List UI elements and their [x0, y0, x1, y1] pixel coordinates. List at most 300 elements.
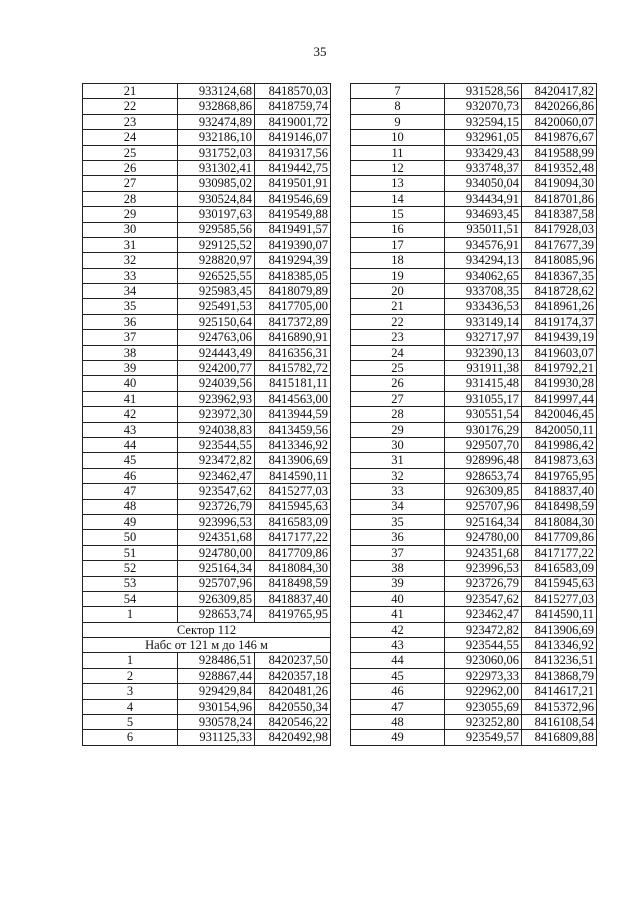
- point-number-cell: 6: [83, 730, 178, 745]
- x-coordinate-cell: 932717,97: [445, 330, 522, 345]
- point-number-cell: 40: [351, 591, 445, 606]
- x-coordinate-cell: 922962,00: [445, 684, 522, 699]
- table-row: [83, 437, 331, 452]
- table-row: [83, 376, 331, 391]
- point-number-cell: 38: [83, 345, 178, 360]
- table-row: [351, 638, 597, 653]
- point-number-cell: 22: [351, 314, 445, 329]
- y-coordinate-cell: 8418085,96: [522, 253, 597, 268]
- point-number-cell: 45: [83, 453, 178, 468]
- y-coordinate-cell: 8419930,28: [522, 376, 597, 391]
- y-coordinate-cell: 8415945,63: [522, 576, 597, 591]
- table-row: [351, 376, 597, 391]
- y-coordinate-cell: 8418498,59: [255, 576, 331, 591]
- x-coordinate-cell: 924038,83: [178, 422, 255, 437]
- x-coordinate-cell: 934062,65: [445, 268, 522, 283]
- y-coordinate-cell: 8419352,48: [522, 160, 597, 175]
- point-number-cell: 49: [83, 514, 178, 529]
- x-coordinate-cell: 923549,57: [445, 730, 522, 745]
- point-number-cell: 7: [351, 84, 445, 99]
- x-coordinate-cell: 933124,68: [178, 84, 255, 99]
- table-row: [351, 453, 597, 468]
- x-coordinate-cell: 931302,41: [178, 160, 255, 175]
- y-coordinate-cell: 8417677,39: [522, 237, 597, 252]
- x-coordinate-cell: 925150,64: [178, 314, 255, 329]
- y-coordinate-cell: 8414590,11: [255, 468, 331, 483]
- table-row: [351, 84, 597, 99]
- x-coordinate-cell: 923996,53: [445, 561, 522, 576]
- table-row: [351, 514, 597, 529]
- y-coordinate-cell: 8419765,95: [522, 468, 597, 483]
- x-coordinate-cell: 932474,89: [178, 114, 255, 129]
- table-row: [83, 99, 331, 114]
- x-coordinate-cell: 925707,96: [178, 576, 255, 591]
- x-coordinate-cell: 931125,33: [178, 730, 255, 745]
- table-row: [83, 145, 331, 160]
- point-number-cell: 31: [83, 237, 178, 252]
- y-coordinate-cell: 8418084,30: [522, 514, 597, 529]
- point-number-cell: 33: [83, 268, 178, 283]
- point-number-cell: 10: [351, 130, 445, 145]
- x-coordinate-cell: 925164,34: [178, 561, 255, 576]
- table-row: [351, 222, 597, 237]
- table-row: [83, 715, 331, 730]
- y-coordinate-cell: 8413906,69: [522, 622, 597, 637]
- point-number-cell: 30: [83, 222, 178, 237]
- table-row: [351, 684, 597, 699]
- x-coordinate-cell: 923060,06: [445, 653, 522, 668]
- x-coordinate-cell: 929507,70: [445, 437, 522, 452]
- y-coordinate-cell: 8415782,72: [255, 361, 331, 376]
- x-coordinate-cell: 932390,13: [445, 345, 522, 360]
- point-number-cell: 31: [351, 453, 445, 468]
- point-number-cell: 26: [351, 376, 445, 391]
- point-number-cell: 30: [351, 437, 445, 452]
- y-coordinate-cell: 8416583,09: [522, 561, 597, 576]
- sector-subtitle: Набс от 121 м до 146 м: [83, 638, 331, 653]
- table-row: [351, 499, 597, 514]
- x-coordinate-cell: 923547,62: [178, 484, 255, 499]
- table-row: [83, 191, 331, 206]
- y-coordinate-cell: 8419390,07: [255, 237, 331, 252]
- x-coordinate-cell: 926309,85: [445, 484, 522, 499]
- y-coordinate-cell: 8419549,88: [255, 207, 331, 222]
- y-coordinate-cell: 8416890,91: [255, 330, 331, 345]
- table-row: [83, 160, 331, 175]
- x-coordinate-cell: 928996,48: [445, 453, 522, 468]
- y-coordinate-cell: 8414590,11: [522, 607, 597, 622]
- y-coordinate-cell: 8419792,21: [522, 361, 597, 376]
- point-number-cell: 12: [351, 160, 445, 175]
- y-coordinate-cell: 8419588,99: [522, 145, 597, 160]
- x-coordinate-cell: 930197,63: [178, 207, 255, 222]
- x-coordinate-cell: 928486,51: [178, 653, 255, 668]
- x-coordinate-cell: 923462,47: [445, 607, 522, 622]
- x-coordinate-cell: 923544,55: [178, 437, 255, 452]
- y-coordinate-cell: 8419765,95: [255, 607, 331, 622]
- y-coordinate-cell: 8420550,34: [255, 699, 331, 714]
- table-row: [351, 160, 597, 175]
- x-coordinate-cell: 934576,91: [445, 237, 522, 252]
- y-coordinate-cell: 8418728,62: [522, 284, 597, 299]
- point-number-cell: 22: [83, 99, 178, 114]
- point-number-cell: 32: [351, 468, 445, 483]
- point-number-cell: 34: [83, 284, 178, 299]
- point-number-cell: 50: [83, 530, 178, 545]
- table-row: [83, 345, 331, 360]
- x-coordinate-cell: 932070,73: [445, 99, 522, 114]
- y-coordinate-cell: 8413459,56: [255, 422, 331, 437]
- x-coordinate-cell: 923472,82: [445, 622, 522, 637]
- table-row: [83, 284, 331, 299]
- point-number-cell: 5: [83, 715, 178, 730]
- point-number-cell: 43: [351, 638, 445, 653]
- x-coordinate-cell: 934693,45: [445, 207, 522, 222]
- table-row: [351, 145, 597, 160]
- table-row: [83, 391, 331, 406]
- table-row: [351, 622, 597, 637]
- x-coordinate-cell: 924443,49: [178, 345, 255, 360]
- y-coordinate-cell: 8419491,57: [255, 222, 331, 237]
- x-coordinate-cell: 922973,33: [445, 668, 522, 683]
- x-coordinate-cell: 923547,62: [445, 591, 522, 606]
- x-coordinate-cell: 924200,77: [178, 361, 255, 376]
- x-coordinate-cell: 928820,97: [178, 253, 255, 268]
- table-row: [83, 453, 331, 468]
- y-coordinate-cell: 8418498,59: [522, 499, 597, 514]
- y-coordinate-cell: 8419997,44: [522, 391, 597, 406]
- point-number-cell: 36: [83, 314, 178, 329]
- point-number-cell: 47: [351, 699, 445, 714]
- y-coordinate-cell: 8413944,59: [255, 407, 331, 422]
- point-number-cell: 47: [83, 484, 178, 499]
- x-coordinate-cell: 929429,84: [178, 684, 255, 699]
- x-coordinate-cell: 933149,14: [445, 314, 522, 329]
- table-row: [83, 576, 331, 591]
- x-coordinate-cell: 929125,52: [178, 237, 255, 252]
- y-coordinate-cell: 8418385,05: [255, 268, 331, 283]
- y-coordinate-cell: 8419001,72: [255, 114, 331, 129]
- x-coordinate-cell: 932961,05: [445, 130, 522, 145]
- y-coordinate-cell: 8415277,03: [522, 591, 597, 606]
- table-row: [351, 715, 597, 730]
- table-row: [351, 468, 597, 483]
- x-coordinate-cell: 931752,03: [178, 145, 255, 160]
- table-row: [351, 191, 597, 206]
- x-coordinate-cell: 931415,48: [445, 376, 522, 391]
- y-coordinate-cell: 8418701,86: [522, 191, 597, 206]
- point-number-cell: 39: [83, 361, 178, 376]
- table-row: [83, 468, 331, 483]
- x-coordinate-cell: 932594,15: [445, 114, 522, 129]
- x-coordinate-cell: 924039,56: [178, 376, 255, 391]
- y-coordinate-cell: 8418367,35: [522, 268, 597, 283]
- point-number-cell: 15: [351, 207, 445, 222]
- y-coordinate-cell: 8413906,69: [255, 453, 331, 468]
- table-row: [83, 668, 331, 683]
- table-row: [83, 684, 331, 699]
- x-coordinate-cell: 925164,34: [445, 514, 522, 529]
- y-coordinate-cell: 8413868,79: [522, 668, 597, 683]
- y-coordinate-cell: 8420060,07: [522, 114, 597, 129]
- y-coordinate-cell: 8415372,96: [522, 699, 597, 714]
- y-coordinate-cell: 8420050,11: [522, 422, 597, 437]
- table-row: [83, 130, 331, 145]
- right-coordinates-table: [350, 83, 597, 746]
- x-coordinate-cell: 924763,06: [178, 330, 255, 345]
- point-number-cell: 48: [83, 499, 178, 514]
- point-number-cell: 8: [351, 99, 445, 114]
- point-number-cell: 40: [83, 376, 178, 391]
- table-row: [83, 499, 331, 514]
- point-number-cell: 1: [83, 607, 178, 622]
- y-coordinate-cell: 8419146,07: [255, 130, 331, 145]
- table-row: [351, 391, 597, 406]
- x-coordinate-cell: 925491,53: [178, 299, 255, 314]
- x-coordinate-cell: 934294,13: [445, 253, 522, 268]
- table-row: [83, 253, 331, 268]
- table-row: [351, 653, 597, 668]
- x-coordinate-cell: 928653,74: [178, 607, 255, 622]
- sector-title: Сектор 112: [83, 622, 331, 637]
- y-coordinate-cell: 8419317,56: [255, 145, 331, 160]
- point-number-cell: 29: [351, 422, 445, 437]
- y-coordinate-cell: 8418961,26: [522, 299, 597, 314]
- point-number-cell: 35: [83, 299, 178, 314]
- point-number-cell: 54: [83, 591, 178, 606]
- point-number-cell: 18: [351, 253, 445, 268]
- point-number-cell: 25: [83, 145, 178, 160]
- table-row: [83, 699, 331, 714]
- point-number-cell: 46: [351, 684, 445, 699]
- table-row: [351, 253, 597, 268]
- y-coordinate-cell: 8415181,11: [255, 376, 331, 391]
- y-coordinate-cell: 8415277,03: [255, 484, 331, 499]
- point-number-cell: 53: [83, 576, 178, 591]
- y-coordinate-cell: 8413236,51: [522, 653, 597, 668]
- point-number-cell: 9: [351, 114, 445, 129]
- point-number-cell: 11: [351, 145, 445, 160]
- table-row: [83, 484, 331, 499]
- x-coordinate-cell: 924780,00: [178, 545, 255, 560]
- y-coordinate-cell: 8418759,74: [255, 99, 331, 114]
- y-coordinate-cell: 8419501,91: [255, 176, 331, 191]
- x-coordinate-cell: 928653,74: [445, 468, 522, 483]
- point-number-cell: 37: [351, 545, 445, 560]
- point-number-cell: 16: [351, 222, 445, 237]
- y-coordinate-cell: 8417928,03: [522, 222, 597, 237]
- y-coordinate-cell: 8418570,03: [255, 84, 331, 99]
- x-coordinate-cell: 930176,29: [445, 422, 522, 437]
- x-coordinate-cell: 934050,04: [445, 176, 522, 191]
- left-coordinates-table: [82, 83, 331, 746]
- y-coordinate-cell: 8420237,50: [255, 653, 331, 668]
- table-row: [351, 576, 597, 591]
- x-coordinate-cell: 930578,24: [178, 715, 255, 730]
- point-number-cell: 46: [83, 468, 178, 483]
- point-number-cell: 25: [351, 361, 445, 376]
- point-number-cell: 1: [83, 653, 178, 668]
- point-number-cell: 38: [351, 561, 445, 576]
- point-number-cell: 44: [351, 653, 445, 668]
- y-coordinate-cell: 8420357,18: [255, 668, 331, 683]
- y-coordinate-cell: 8419873,63: [522, 453, 597, 468]
- x-coordinate-cell: 923462,47: [178, 468, 255, 483]
- x-coordinate-cell: 932868,86: [178, 99, 255, 114]
- table-row: [351, 345, 597, 360]
- point-number-cell: 49: [351, 730, 445, 745]
- x-coordinate-cell: 925707,96: [445, 499, 522, 514]
- y-coordinate-cell: 8419876,67: [522, 130, 597, 145]
- y-coordinate-cell: 8420417,82: [522, 84, 597, 99]
- y-coordinate-cell: 8417709,86: [522, 530, 597, 545]
- point-number-cell: 42: [351, 622, 445, 637]
- y-coordinate-cell: 8420046,45: [522, 407, 597, 422]
- point-number-cell: 36: [351, 530, 445, 545]
- table-row: [83, 407, 331, 422]
- x-coordinate-cell: 926525,55: [178, 268, 255, 283]
- point-number-cell: 43: [83, 422, 178, 437]
- table-row: [351, 299, 597, 314]
- x-coordinate-cell: 924780,00: [445, 530, 522, 545]
- x-coordinate-cell: 933429,43: [445, 145, 522, 160]
- y-coordinate-cell: 8416108,54: [522, 715, 597, 730]
- table-row: [351, 484, 597, 499]
- point-number-cell: 42: [83, 407, 178, 422]
- point-number-cell: 44: [83, 437, 178, 452]
- table-row: [83, 561, 331, 576]
- table-row: [351, 561, 597, 576]
- x-coordinate-cell: 923962,93: [178, 391, 255, 406]
- point-number-cell: 23: [83, 114, 178, 129]
- y-coordinate-cell: 8419094,30: [522, 176, 597, 191]
- y-coordinate-cell: 8418837,40: [255, 591, 331, 606]
- table-row: [83, 422, 331, 437]
- table-row: [83, 730, 331, 745]
- x-coordinate-cell: 929585,56: [178, 222, 255, 237]
- x-coordinate-cell: 934434,91: [445, 191, 522, 206]
- x-coordinate-cell: 933436,53: [445, 299, 522, 314]
- table-row: [83, 207, 331, 222]
- x-coordinate-cell: 925983,45: [178, 284, 255, 299]
- y-coordinate-cell: 8413346,92: [522, 638, 597, 653]
- table-row: [351, 437, 597, 452]
- table-row: [351, 730, 597, 745]
- point-number-cell: 35: [351, 514, 445, 529]
- y-coordinate-cell: 8416356,31: [255, 345, 331, 360]
- table-row: [351, 114, 597, 129]
- x-coordinate-cell: 923252,80: [445, 715, 522, 730]
- y-coordinate-cell: 8417372,89: [255, 314, 331, 329]
- point-number-cell: 45: [351, 668, 445, 683]
- y-coordinate-cell: 8420481,26: [255, 684, 331, 699]
- x-coordinate-cell: 933748,37: [445, 160, 522, 175]
- point-number-cell: 41: [83, 391, 178, 406]
- table-row: [83, 591, 331, 606]
- point-number-cell: 34: [351, 499, 445, 514]
- y-coordinate-cell: 8418084,30: [255, 561, 331, 576]
- table-row: [83, 545, 331, 560]
- x-coordinate-cell: 930985,02: [178, 176, 255, 191]
- y-coordinate-cell: 8419546,69: [255, 191, 331, 206]
- table-row: [351, 607, 597, 622]
- table-row: [351, 237, 597, 252]
- x-coordinate-cell: 930524,84: [178, 191, 255, 206]
- point-number-cell: 4: [83, 699, 178, 714]
- point-number-cell: 3: [83, 684, 178, 699]
- y-coordinate-cell: 8413346,92: [255, 437, 331, 452]
- x-coordinate-cell: 932186,10: [178, 130, 255, 145]
- y-coordinate-cell: 8420492,98: [255, 730, 331, 745]
- table-row: [351, 530, 597, 545]
- x-coordinate-cell: 930551,54: [445, 407, 522, 422]
- table-row: [351, 591, 597, 606]
- table-row: [83, 361, 331, 376]
- y-coordinate-cell: 8417177,22: [522, 545, 597, 560]
- point-number-cell: 37: [83, 330, 178, 345]
- y-coordinate-cell: 8419986,42: [522, 437, 597, 452]
- point-number-cell: 51: [83, 545, 178, 560]
- y-coordinate-cell: 8414617,21: [522, 684, 597, 699]
- table-row: [83, 299, 331, 314]
- y-coordinate-cell: 8419603,07: [522, 345, 597, 360]
- x-coordinate-cell: 928867,44: [178, 668, 255, 683]
- sector-title-row: [83, 622, 331, 637]
- table-row: [83, 653, 331, 668]
- x-coordinate-cell: 924351,68: [445, 545, 522, 560]
- x-coordinate-cell: 923996,53: [178, 514, 255, 529]
- table-row: [351, 699, 597, 714]
- y-coordinate-cell: 8416809,88: [522, 730, 597, 745]
- x-coordinate-cell: 930154,96: [178, 699, 255, 714]
- table-row: [351, 361, 597, 376]
- point-number-cell: 21: [351, 299, 445, 314]
- x-coordinate-cell: 931055,17: [445, 391, 522, 406]
- table-row: [83, 237, 331, 252]
- y-coordinate-cell: 8417177,22: [255, 530, 331, 545]
- y-coordinate-cell: 8417705,00: [255, 299, 331, 314]
- x-coordinate-cell: 935011,51: [445, 222, 522, 237]
- y-coordinate-cell: 8419294,39: [255, 253, 331, 268]
- point-number-cell: 33: [351, 484, 445, 499]
- x-coordinate-cell: 931528,56: [445, 84, 522, 99]
- table-row: [351, 330, 597, 345]
- x-coordinate-cell: 923055,69: [445, 699, 522, 714]
- point-number-cell: 20: [351, 284, 445, 299]
- y-coordinate-cell: 8419442,75: [255, 160, 331, 175]
- table-row: [351, 314, 597, 329]
- table-row: [351, 545, 597, 560]
- table-row: [83, 607, 331, 622]
- table-row: [83, 176, 331, 191]
- point-number-cell: 48: [351, 715, 445, 730]
- table-row: [83, 314, 331, 329]
- table-row: [351, 207, 597, 222]
- y-coordinate-cell: 8418387,58: [522, 207, 597, 222]
- table-row: [83, 530, 331, 545]
- table-row: [83, 330, 331, 345]
- y-coordinate-cell: 8414563,00: [255, 391, 331, 406]
- point-number-cell: 28: [83, 191, 178, 206]
- table-row: [351, 99, 597, 114]
- table-row: [351, 407, 597, 422]
- y-coordinate-cell: 8420546,22: [255, 715, 331, 730]
- point-number-cell: 24: [83, 130, 178, 145]
- table-row: [83, 514, 331, 529]
- point-number-cell: 39: [351, 576, 445, 591]
- point-number-cell: 2: [83, 668, 178, 683]
- point-number-cell: 14: [351, 191, 445, 206]
